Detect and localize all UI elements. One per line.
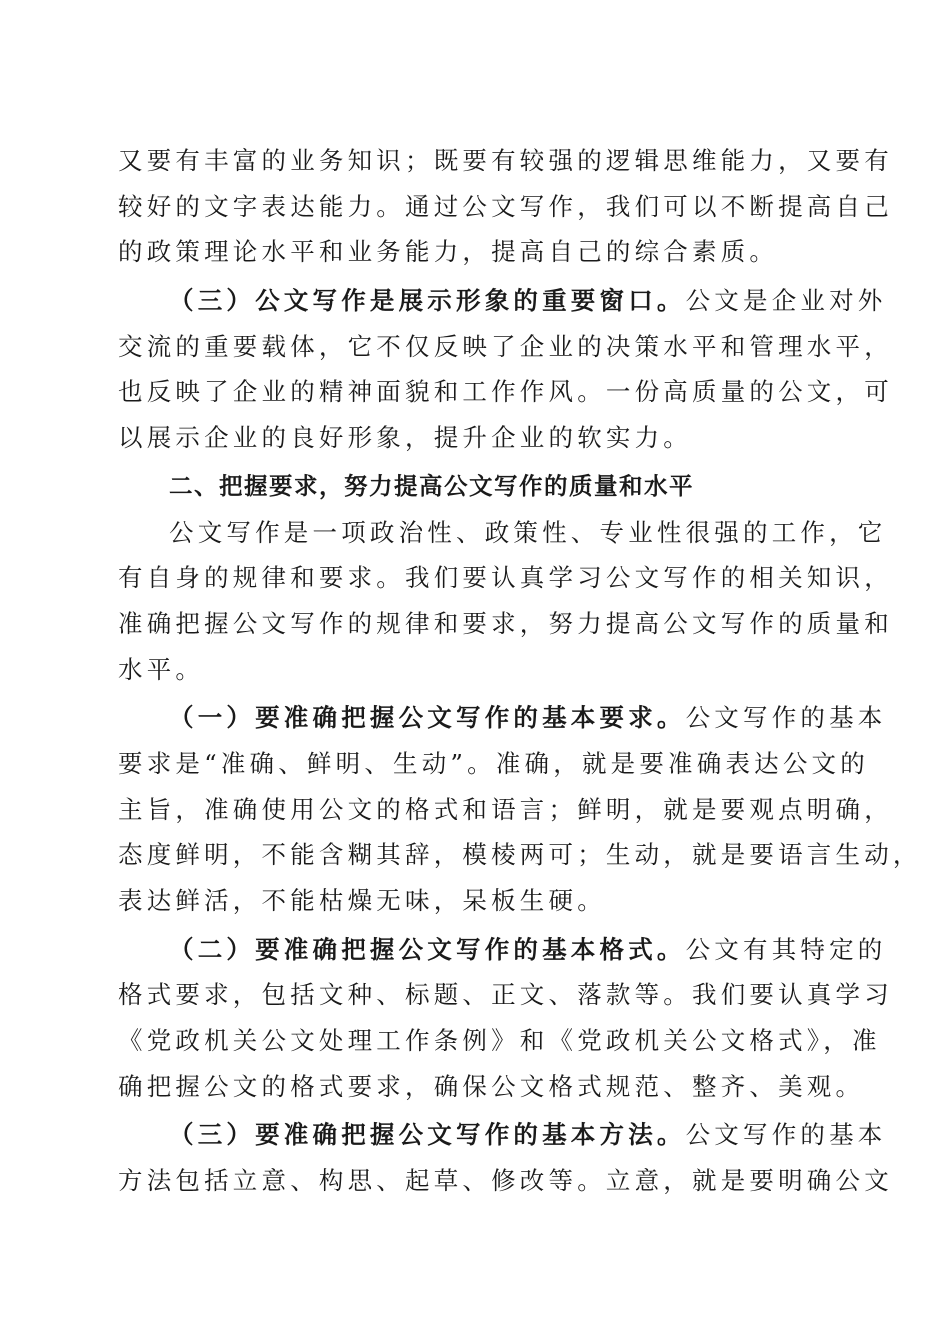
line-rest: 公文写作的基本 [685,703,887,733]
text-line: 的政策理论水平和业务能力，提高自己的综合素质。 [118,237,779,267]
text-line: 主旨，准确使用公文的格式和语言；鲜明，就是要观点明确， [118,794,893,824]
text-line: 较好的文字表达能力。通过公文写作，我们可以不断提高自己 [118,191,893,221]
text-line: 《党政机关公文处理工作条例》和《党政机关公文格式》，准 [118,1026,881,1056]
text-line [118,278,887,324]
document-page [118,138,922,1204]
text-line: 态度鲜明，不能含糊其辞，模棱两可；生动，就是要语言生动， [118,840,922,870]
text-line: 要求是“准确、鲜明、生动”。准确，就是要准确表达公文的 [118,748,869,778]
text-line: 有自身的规律和要求。我们要认真学习公文写作的相关知识， [118,563,893,593]
text-line: 准确把握公文写作的规律和要求，努力提高公文写作的质量和 [118,608,893,638]
text-line: 水平。 [118,654,205,684]
paragraph-lead: （三）公文写作是展示形象的重要窗口。 [169,286,686,316]
paragraph-4 [118,695,922,923]
paragraph-2 [118,278,893,461]
text-line [118,1112,887,1158]
paragraph-6 [118,1112,893,1203]
paragraph-lead: （三）要准确把握公文写作的基本方法。 [169,1120,686,1150]
paragraph-lead: （二）要准确把握公文写作的基本格式。 [169,934,686,964]
paragraph-5 [118,927,893,1110]
text-line: 交流的重要载体，它不仅反映了企业的决策水平和管理水平， [118,331,893,361]
text-line [118,695,887,741]
text-line [118,927,887,973]
text-line: 又要有丰富的业务知识；既要有较强的逻辑思维能力，又要有 [118,146,893,175]
text-line: 格式要求，包括文种、标题、正文、落款等。我们要认真学习 [118,980,893,1010]
text-line: 公文写作是一项政治性、政策性、专业性很强的工作，它 [169,517,887,547]
text-line: 以展示企业的良好形象，提升企业的软实力。 [118,423,692,453]
line-rest: 公文有其特定的 [685,934,887,964]
line-rest: 公文写作的基本 [685,1120,887,1150]
text-line: 方法包括立意、构思、起草、修改等。立意，就是要明确公文 [118,1166,893,1196]
paragraph-lead: （一）要准确把握公文写作的基本要求。 [169,703,686,733]
text-line: 也反映了企业的精神面貌和工作作风。一份高质量的公文，可 [118,377,893,407]
section-heading: 二、把握要求，努力提高公文写作的质量和水平 [169,471,694,500]
paragraph-3 [118,510,893,693]
line-rest: 公文是企业对外 [685,286,887,316]
text-line: 表达鲜活，不能枯燥无味，呆板生硬。 [118,886,606,915]
paragraph-1 [118,138,893,275]
text-line: 确把握公文的格式要求，确保公文格式规范、整齐、美观。 [118,1071,865,1101]
